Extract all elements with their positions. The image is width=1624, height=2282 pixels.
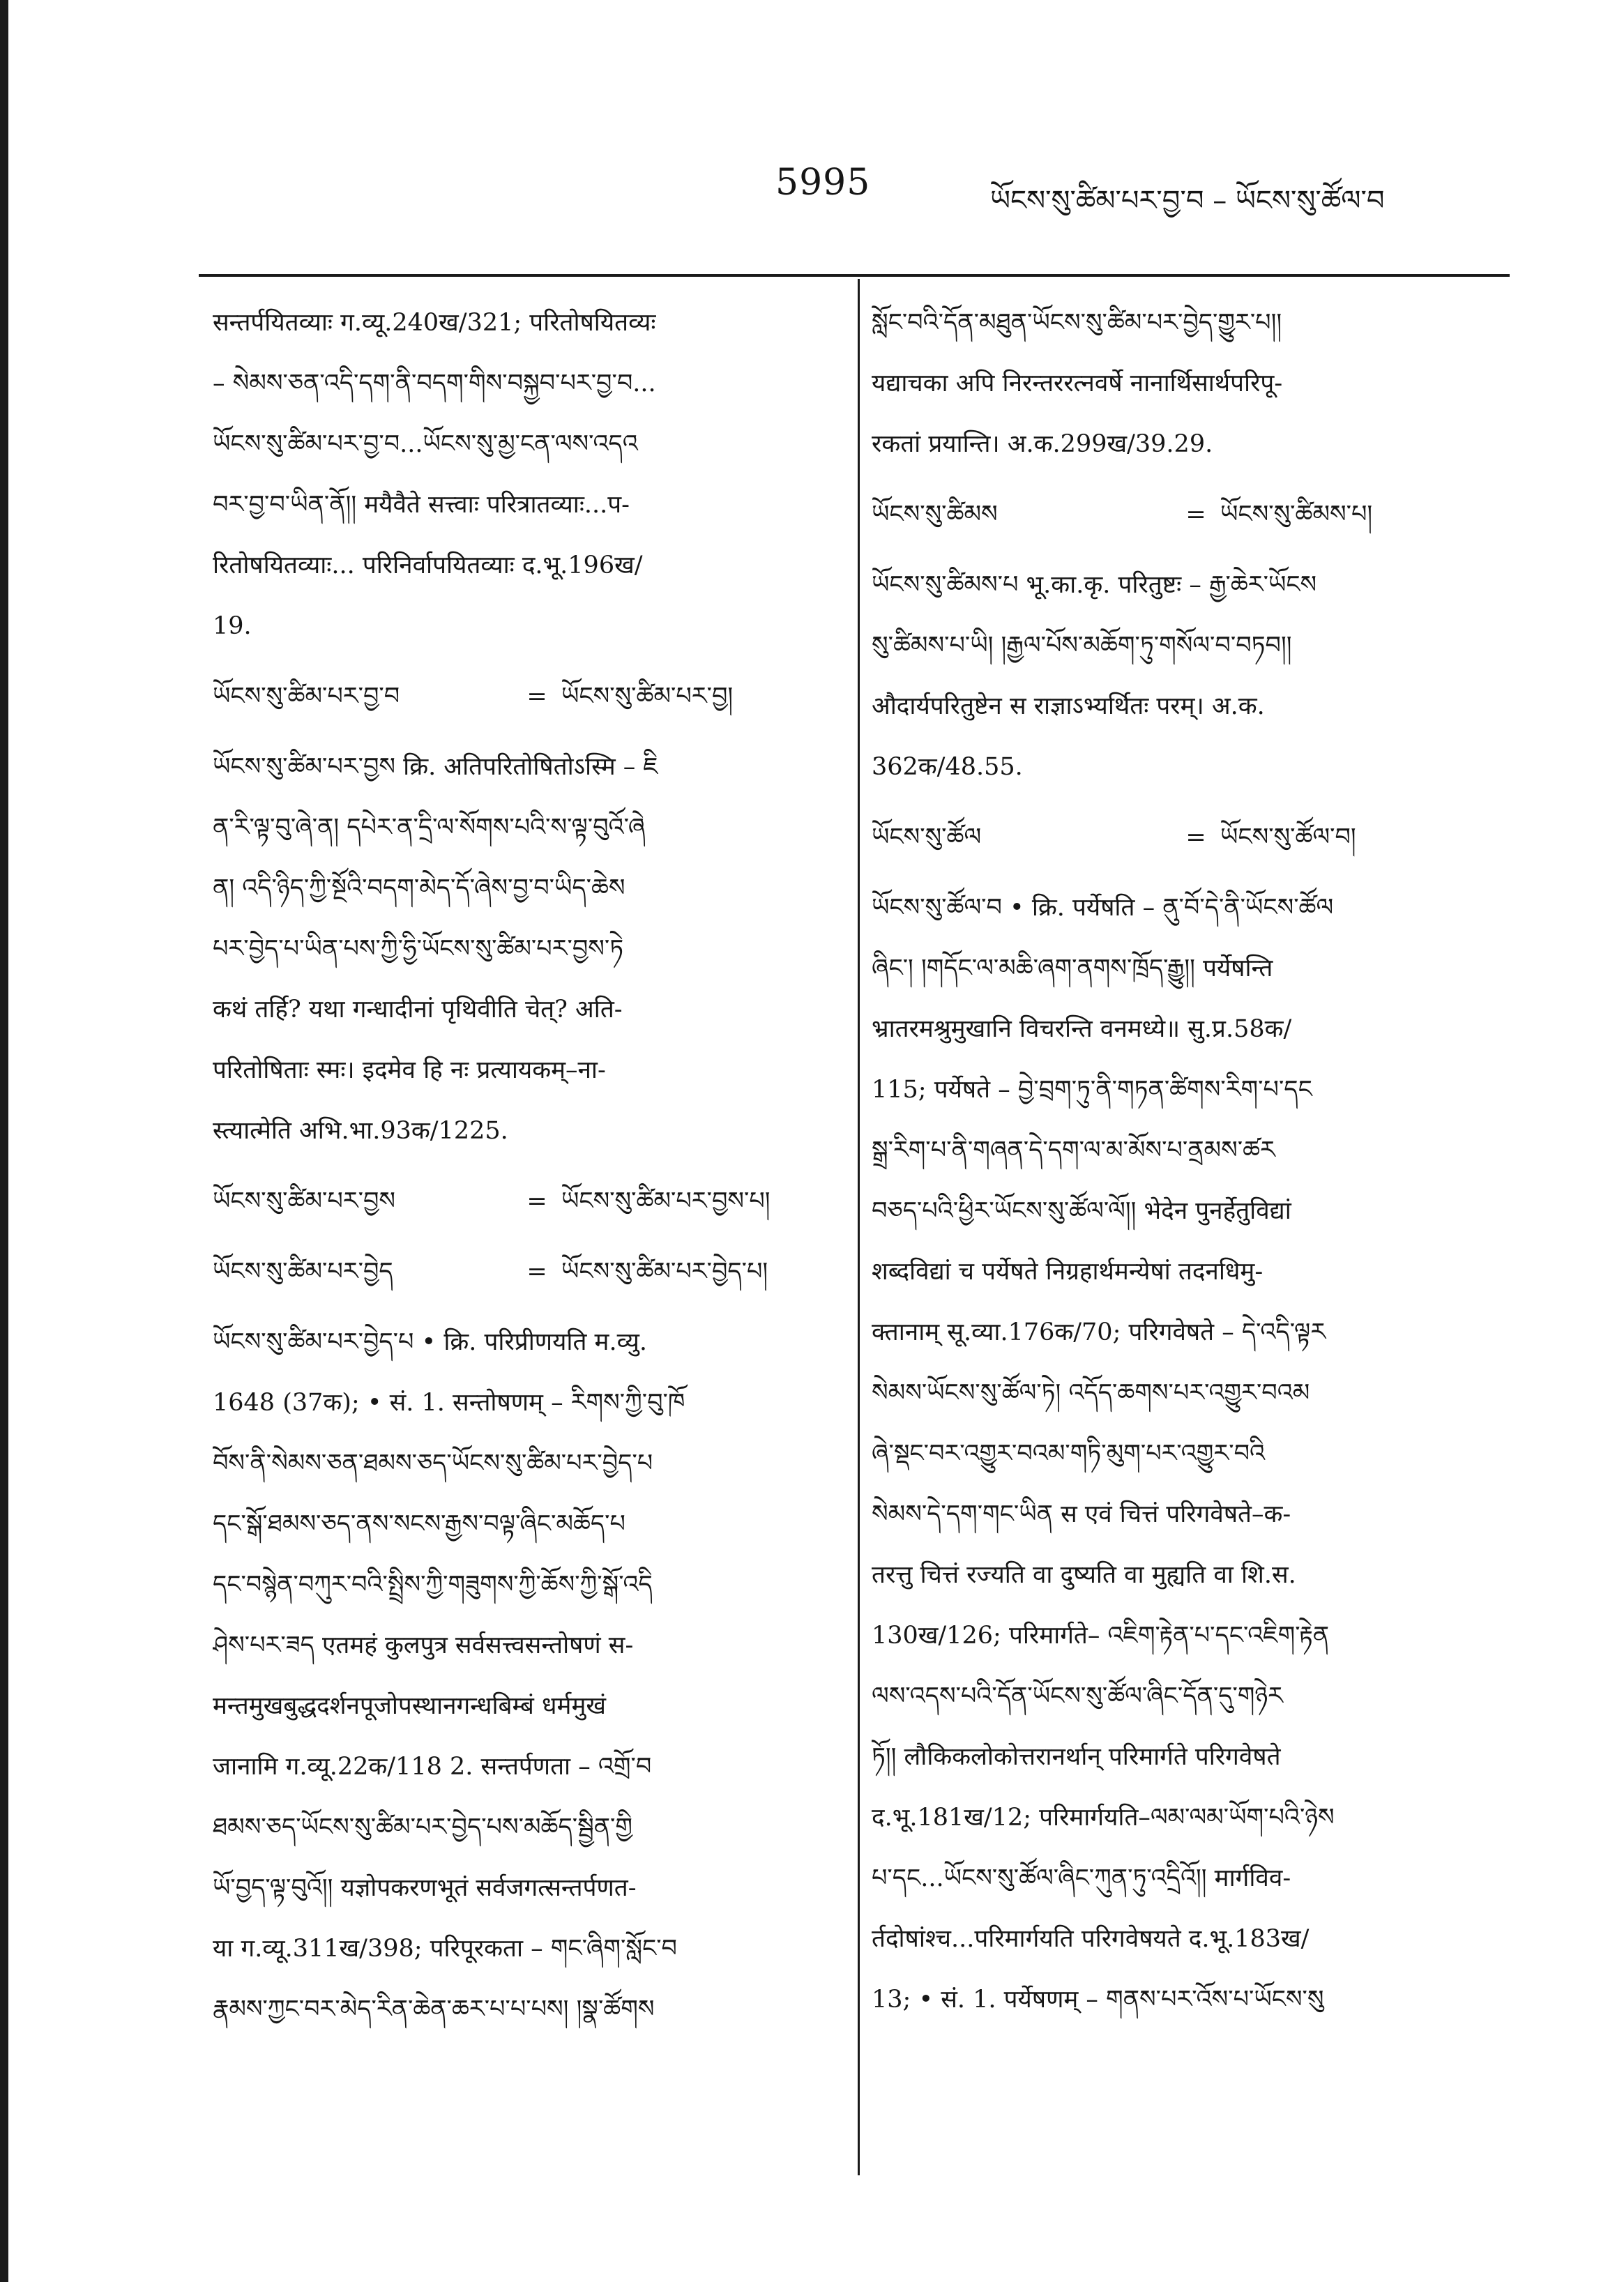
entry-line: དང་བསྙེན་བཀུར་བའི་སྤྲིས་ཀྱི་གཟུགས་ཀྱི་ཆོས་ཀྱི་སྒོ་འདི <box>213 1571 653 1599</box>
reference-target: ཡོངས་སུ་ཚིམས་པ། <box>1220 501 1373 528</box>
entry-headline: ཡོངས་སུ་ཚིམ་པར་བྱས क्रि. अतिपरितोषितोऽस्मि – ཇི <box>213 753 658 781</box>
equals-sign: = <box>1185 823 1206 851</box>
scan-edge-shadow <box>0 0 8 2282</box>
header-rule <box>199 274 1510 277</box>
entry-line: 362क/48.55. <box>872 753 1023 781</box>
page-header <box>697 160 1506 223</box>
page-number: 5995 <box>775 162 871 204</box>
entry-headline: ཡོངས་སུ་ཚོལ་བ • क्रि. पर्येषति – ནུ་བོ་དེ་ནི་ཡོངས་ཚོལ <box>872 894 1334 922</box>
left-column <box>213 293 826 2050</box>
entry-line: ལས་འདས་པའི་དོན་ཡོངས་སུ་ཚོལ་ཞིང་དོན་དུ་གཉེར <box>872 1682 1283 1710</box>
right-column <box>872 293 1485 2040</box>
entry-line: रकतां प्रयान्ति। अ.क.299ख/39.29. <box>872 430 1213 458</box>
dictionary-entry <box>872 878 1485 2030</box>
entry-line: मन्तमुखबुद्धदर्शनपूजोपस्थानगन्धबिम्बं धर्ममुखं <box>213 1692 607 1720</box>
entry-line: ཡོ་བྱད་ལྟ་བུའོ།། यज्ञोपकरणभूतं सर्वजगत्सन्तर्पणत- <box>213 1874 637 1902</box>
entry-line: कथं तर्हि? यथा गन्धादीनां पृथिवीति चेत्? अति- <box>213 996 623 1024</box>
entry-line: སུ་ཚིམས་པ་ཡི། །རྒྱལ་པོས་མཆོག་ཏུ་གསོལ་བ་བཏབ།། <box>872 632 1292 660</box>
headword: ཡོངས་སུ་ཚིམ་པར་བྱེད <box>213 1258 393 1286</box>
entry-line: जानामि ग.व्यू.22क/118 2. सन्तर्पणता – འགྲོ་བ <box>213 1753 652 1781</box>
dictionary-entry <box>213 737 826 1162</box>
headword: ཡོངས་སུ་ཚིམ་པར་བྱ་བ <box>213 683 400 710</box>
entry-line: सन्तर्पयितव्याः ग.व्यू.240ख/321; परितोषयितव्यः <box>213 309 656 337</box>
reference-target: ཡོངས་སུ་ཚོལ་བ། <box>1220 823 1356 851</box>
entry-line: དང་སྒོ་ཐམས་ཅད་ནས་སངས་རྒྱས་བལྟ་ཞིང་མཆོད་པ <box>213 1510 625 1538</box>
cross-reference-entry <box>872 807 1485 868</box>
entry-continuation <box>213 293 826 657</box>
equals-sign: = <box>1185 501 1206 528</box>
headword: ཡོངས་སུ་ཚོལ <box>872 823 982 851</box>
entry-headline: ཡོངས་སུ་ཚིམ་པར་བྱེད་པ • क्रि. परिप्रीणयति म.व्यु. <box>213 1328 647 1356</box>
equals-sign: = <box>526 1258 547 1286</box>
entry-line: – སེམས་ཅན་འདི་དག་ནི་བདག་གིས་བསྐྱབ་པར་བྱ་བ... <box>213 370 656 397</box>
entry-line: བོས་ནི་སེམས་ཅན་ཐམས་ཅད་ཡོངས་སུ་ཚིམ་པར་བྱེད་པ <box>213 1450 653 1477</box>
equals-sign: = <box>526 683 547 710</box>
entry-line: 19. <box>213 612 252 640</box>
entry-line: भ्रातरमश्रुमुखानि विचरन्ति वनमध्ये॥ सु.प्र.58क/ <box>872 1015 1292 1043</box>
entry-line: ཤེས་པར་ཟད एतमहं कुलपुत्र सर्वसत्त्वसन्तोषणं स- <box>213 1631 634 1659</box>
entry-line: ཐམས་ཅད་ཡོངས་སུ་ཚིམ་པར་བྱེད་པས་མཆོད་སྦྱིན་གྱི <box>213 1813 633 1841</box>
dictionary-entry <box>213 1312 826 2040</box>
column-divider <box>858 279 860 2175</box>
entry-line: 1648 (37क); • सं. 1. सन्तोषणम् – རིགས་ཀྱི་བུ་ཁོ <box>213 1389 685 1417</box>
entry-line: སེམས་ཡོངས་སུ་ཚོལ་ཏེ། འདོད་ཆགས་པར་འགྱུར་བའམ <box>872 1379 1310 1407</box>
cross-reference-entry <box>213 1242 826 1302</box>
headword: ཡོངས་སུ་ཚིམས <box>872 501 998 528</box>
dictionary-entry <box>872 555 1485 798</box>
entry-line: परितोषिताः स्मः। इदमेव हि नः प्रत्यायकम्–ना- <box>213 1056 606 1084</box>
entry-line: औदार्यपरितुष्टेन स राज्ञाऽभ्यर्थितः परम्। अ.क. <box>872 692 1265 720</box>
entry-line: या ग.व्यू.311ख/398; परिपूरकता – གང་ཞིག་སློང་བ <box>213 1935 677 1963</box>
entry-line: ཡོངས་སུ་ཚིམ་པར་བྱ་བ...ཡོངས་སུ་མྱ་ངན་ལས་འདའ <box>213 430 638 458</box>
cross-reference-entry <box>213 667 826 727</box>
entry-line: तरत्तु चित्तं रज्यति वा दुष्यति वा मुह्यति वा शि.स. <box>872 1561 1296 1589</box>
entry-line: ན། འདི་ཉིད་ཀྱི་སྔོའི་བདག་མེད་དོ་ཞེས་བྱ་བ་ཡིད་ཆེས <box>213 874 625 902</box>
cross-reference-entry <box>872 485 1485 545</box>
entry-line: རྣམས་ཀྱང་བར་མེད་རིན་ཆེན་ཆར་པ་པ་པས། །སྣ་ཚོགས <box>213 1995 655 2023</box>
entry-headline: ཡོངས་སུ་ཚིམས་པ भू.का.कृ. परितुष्टः – རྒྱ་ཆེར་ཡོངས <box>872 571 1317 599</box>
entry-line: स्त्यात्मेति अभि.भा.93क/1225. <box>213 1117 508 1145</box>
entry-line: 130ख/126; परिमार्गते– འཇིག་རྟེན་པ་དང་འཇིག་རྟེན <box>872 1622 1330 1650</box>
entry-line: སེམས་དེ་དག་གང་ཡིན स एवं चित्तं परिगवेषते–क- <box>872 1500 1291 1528</box>
entry-line: यद्याचका अपि निरन्तररत्नवर्षे नानार्थिसार्थपरिपू- <box>872 370 1283 397</box>
entry-line: ཞེ་སྡང་བར་འགྱུར་བའམ་གཏི་མུག་པར་འགྱུར་བའི <box>872 1440 1266 1468</box>
entry-line: 115; पर्येषते – བྱེ་བྲག་ཏུ་ནི་གཏན་ཚིགས་རིག་པ་དང <box>872 1076 1312 1104</box>
reference-target: ཡོངས་སུ་ཚིམ་པར་བྱ། <box>561 683 734 710</box>
entry-line: क्तानाम् सू.व्या.176क/70; परिगवेषते – དེ་འདི་ལྟར <box>872 1318 1326 1346</box>
headword: ཡོངས་སུ་ཚིམ་པར་བྱས <box>213 1187 396 1215</box>
entry-continuation <box>872 293 1485 475</box>
entry-line: द.भू.181ख/12; परिमार्गयति–ལམ་ལམ་ཡོག་པའི་ཉེས <box>872 1804 1335 1832</box>
entry-line: रितोषयितव्याः... परिनिर्वापयितव्याः द.भू.196ख/ <box>213 552 643 579</box>
entry-line: र्तदोषांश्च...परिमार्गयति परिगवेषयते द.भू.183ख/ <box>872 1925 1310 1953</box>
entry-line: शब्दविद्यां च पर्येषते निग्रहार्थमन्येषां तदनधिमु- <box>872 1258 1263 1286</box>
running-head: ཡོངས་སུ་ཚིམ་པར་བྱ་བ – ཡོངས་སུ་ཚོལ་བ <box>990 185 1385 217</box>
reference-target: ཡོངས་སུ་ཚིམ་པར་བྱས་པ། <box>561 1187 771 1215</box>
entry-line: བཅད་པའི་ཕྱིར་ཡོངས་སུ་ཚོལ་ལོ།། भेदेन पुनर्हेतुविद्यां <box>872 1197 1291 1225</box>
entry-line: སྒྲ་རིག་པ་ནི་གཞན་དེ་དག་ལ་མ་མོས་པ་ནྲམས་ཚར <box>872 1136 1275 1164</box>
entry-line: ཏོ།། लौकिकलोकोत्तरानर्थान् परिमार्गते परिगवेषते <box>872 1743 1281 1771</box>
entry-line: ན་རི་ལྟ་བུ་ཞེ་ན། དཔེར་ན་དྲི་ལ་སོགས་པའི་ས་ལྟ་བུའོ་ཞེ <box>213 814 646 842</box>
cross-reference-entry <box>213 1171 826 1232</box>
entry-line: པར་བྱེད་པ་ཡིན་པས་ཀྱི་ཧྱི་ཡོངས་སུ་ཚིམ་པར་བྱས་ཏེ <box>213 935 624 963</box>
entry-line: ཞིང་། །གདོང་ལ་མཆི་ཞག་ནགས་ཁྲོད་རྒྱུ།། पर्येषन्ति <box>872 954 1273 982</box>
entry-line: 13; • सं. 1. पर्येषणम् – གནས་པར་འོས་པ་ཡོངས་སུ <box>872 1986 1324 2014</box>
entry-line: སློང་བའི་དོན་མཐུན་ཡོངས་སུ་ཚིམ་པར་བྱེད་གྱུར་པ།། <box>872 309 1282 337</box>
entry-line: པ་དང...ཡོངས་སུ་ཚོལ་ཞིང་ཀུན་ཏུ་འདྲིའོ།། मार्गविव- <box>872 1864 1291 1892</box>
entry-line: བར་བྱ་བ་ཡིན་ནོ།། मयैवैते सत्त्वाः परित्रातव्याः...प- <box>213 491 630 519</box>
reference-target: ཡོངས་སུ་ཚིམ་པར་བྱེད་པ། <box>561 1258 768 1286</box>
equals-sign: = <box>526 1187 547 1215</box>
